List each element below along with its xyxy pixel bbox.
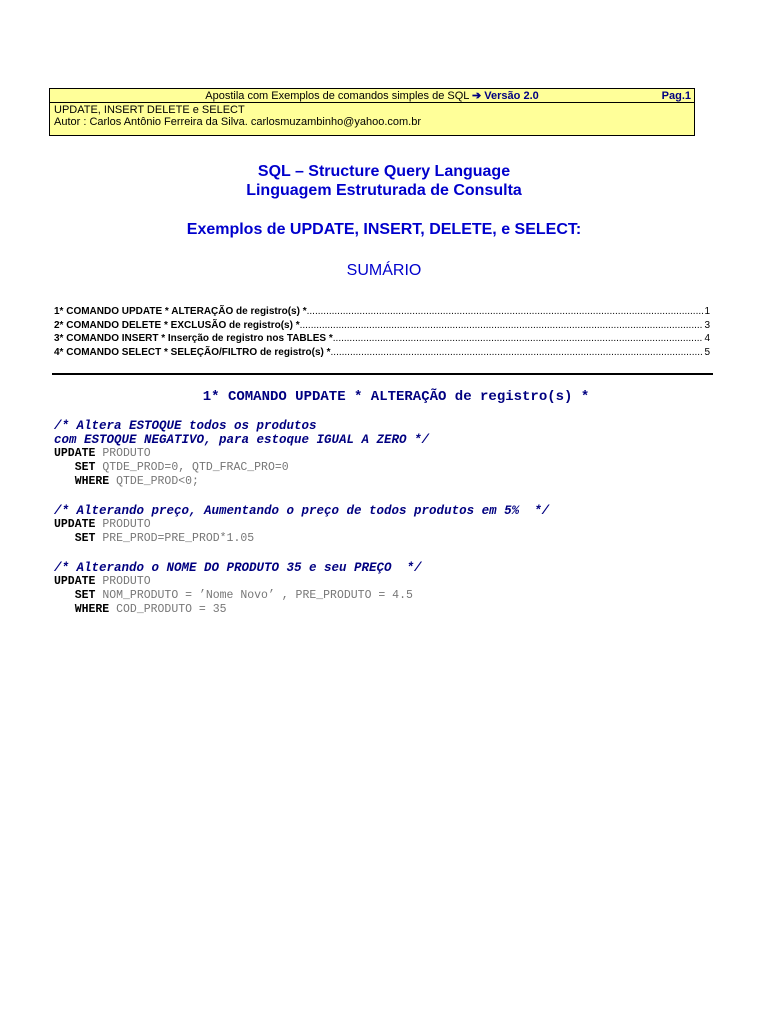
toc-label: 1* COMANDO UPDATE * ALTERAÇÃO de registro(s) * <box>54 306 307 317</box>
section-divider <box>52 373 713 375</box>
code-keyword: UPDATE <box>54 575 96 588</box>
code-comment: /* Altera ESTOQUE todos os produtos <box>54 419 317 433</box>
code-text: PRODUTO <box>95 518 151 531</box>
header-page-number: Pag.1 <box>661 90 691 102</box>
header-topics: UPDATE, INSERT DELETE e SELECT <box>54 104 245 116</box>
code-text: NOM_PRODUTO = ’Nome Novo’ , PRE_PRODUTO = 4.5 <box>95 589 413 602</box>
toc-page: 4 <box>704 333 710 344</box>
toc-leader <box>331 346 704 360</box>
code-line <box>54 532 549 546</box>
code-keyword: WHERE <box>54 475 110 488</box>
code-comment: com ESTOQUE NEGATIVO, para estoque IGUAL A ZERO */ <box>54 433 430 447</box>
code-comment: /* Alterando o NOME DO PRODUTO 35 e seu PREÇO */ <box>54 561 422 575</box>
code-line <box>54 518 549 532</box>
header-info-box <box>49 103 695 136</box>
main-title-line2: Linguagem Estruturada de Consulta <box>246 182 522 199</box>
code-text: COD_PRODUTO = 35 <box>109 603 227 616</box>
code-text: PRODUTO <box>95 447 151 460</box>
header-author: Autor : Carlos Antônio Ferreira da Silva. carlosmuzambinho@yahoo.com.br <box>54 116 421 128</box>
toc-leader <box>333 332 704 346</box>
code-line <box>54 461 429 475</box>
header-title-row <box>49 88 695 103</box>
code-example-3 <box>54 561 422 617</box>
summary-heading: SUMÁRIO <box>346 262 422 279</box>
code-text: PRE_PROD=PRE_PROD*1.05 <box>95 532 255 545</box>
code-example-2 <box>54 504 549 546</box>
code-keyword: SET <box>54 589 96 602</box>
toc-label: 2* COMANDO DELETE * EXCLUSÃO de registro(s) * <box>54 319 300 331</box>
code-keyword: UPDATE <box>54 518 96 531</box>
arrow-icon: ➔ <box>472 90 482 102</box>
code-keyword: WHERE <box>54 603 110 616</box>
toc-item-delete[interactable] <box>54 319 710 333</box>
section-title-update: 1* COMANDO UPDATE * ALTERAÇÃO de registro(s) * <box>202 389 590 405</box>
code-text: QTDE_PROD<0; <box>109 475 199 488</box>
toc-leader <box>300 319 704 333</box>
main-title-line1: SQL – Structure Query Language <box>257 163 511 180</box>
code-text: QTDE_PROD=0, QTD_FRAC_PRO=0 <box>95 461 289 474</box>
toc-label: 3* COMANDO INSERT * Inserção de registro nos TABLES * <box>54 333 333 344</box>
document-header <box>49 88 695 136</box>
toc-item-insert[interactable] <box>54 332 710 346</box>
table-of-contents <box>54 305 710 359</box>
code-keyword: SET <box>54 461 96 474</box>
code-keyword: UPDATE <box>54 447 96 460</box>
code-line <box>54 475 429 489</box>
code-example-1 <box>54 419 429 489</box>
header-line1-text: Apostila com Exemplos de comandos simples de SQL <box>205 90 473 102</box>
header-version: Versão 2.0 <box>481 90 539 102</box>
toc-page: 5 <box>704 346 710 358</box>
toc-item-select[interactable] <box>54 346 710 360</box>
code-comment: /* Alterando preço, Aumentando o preço de todos produtos em 5% */ <box>54 504 550 518</box>
code-line <box>54 589 422 603</box>
toc-page: 1 <box>704 306 710 317</box>
code-keyword: SET <box>54 532 96 545</box>
code-line <box>54 447 429 461</box>
code-line <box>54 603 422 617</box>
toc-leader <box>307 305 704 319</box>
subtitle: Exemplos de UPDATE, INSERT, DELETE, e SELECT: <box>186 221 582 238</box>
code-line <box>54 575 422 589</box>
code-text: PRODUTO <box>95 575 151 588</box>
toc-page: 3 <box>704 319 710 331</box>
toc-label: 4* COMANDO SELECT * SELEÇÃO/FILTRO de registro(s) * <box>54 346 331 358</box>
toc-item-update[interactable] <box>54 305 710 319</box>
main-title <box>0 162 768 200</box>
